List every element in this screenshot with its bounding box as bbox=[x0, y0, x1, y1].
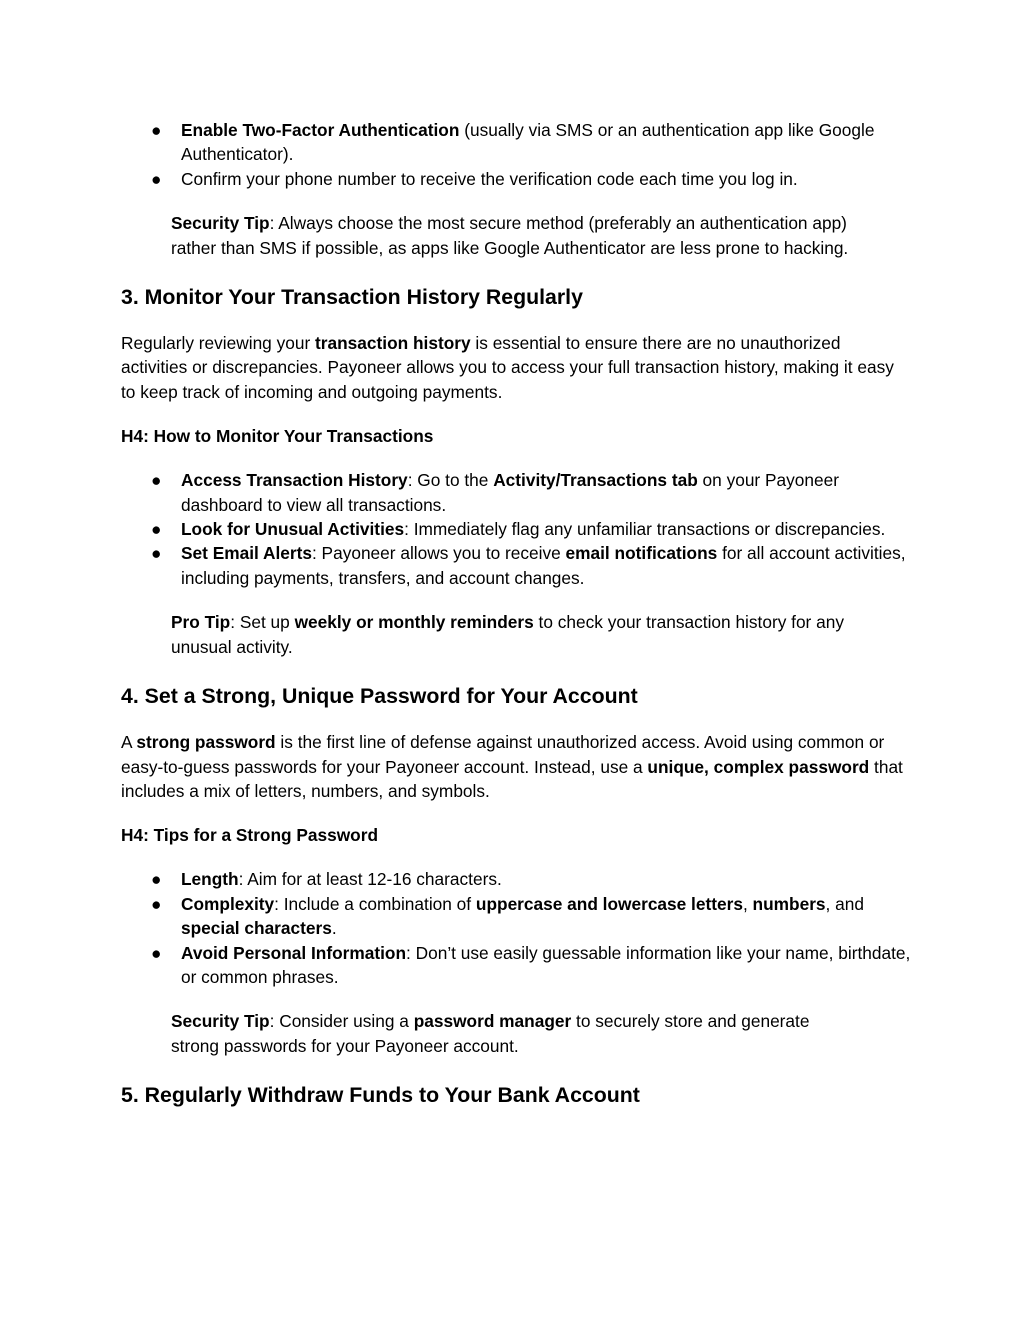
paragraph: A strong password is the first line of defense against unauthorized access. Avoid using common or easy-to-guess passwords for your Payoneer account. Instead, use a unique, complex password that includes a mix of letters, numbers, and symbols. bbox=[121, 732, 903, 801]
bullet-icon: ● bbox=[151, 120, 162, 140]
subheading: H4: Tips for a Strong Password bbox=[121, 825, 379, 846]
bullet-icon: ● bbox=[151, 893, 162, 914]
list-item: ● Complexity: Include a combination of uppercase and lowercase letters, numbers, and special characters. bbox=[151, 893, 864, 939]
bullet-icon: ● bbox=[151, 519, 162, 540]
bullet-icon: ● bbox=[151, 168, 162, 189]
security-tip: Security Tip: Always choose the most secure method (preferably an authentication app) rather than SMS if possible, as apps like Google Authenticator are less prone to hacking. bbox=[171, 213, 849, 258]
list-item: ● Look for Unusual Activities: Immediately flag any unfamiliar transactions or discrepancies. bbox=[121, 517, 911, 541]
monitor-list bbox=[121, 468, 911, 590]
bullet-icon: ● bbox=[151, 543, 162, 564]
two-factor-list bbox=[121, 118, 911, 191]
bullet-icon: ● bbox=[151, 942, 162, 963]
pro-tip: Pro Tip: Set up weekly or monthly reminders to check your transaction history for any unusual activity. bbox=[171, 612, 844, 657]
paragraph: Regularly reviewing your transaction history is essential to ensure there are no unauthorized activities or discrepancies. Payoneer allows you to access your full transaction history, making it easy to keep track of incoming and outgoing payments. bbox=[121, 333, 894, 402]
section-heading: 3. Monitor Your Transaction History Regularly bbox=[121, 285, 583, 310]
list-item: ● Length: Aim for at least 12-16 characters. bbox=[121, 867, 911, 891]
list-item: ● Enable Two-Factor Authentication (usually via SMS or an authentication app like Google Authenticator). bbox=[151, 120, 875, 165]
password-tips-list bbox=[121, 867, 911, 989]
bullet-icon: ● bbox=[151, 869, 162, 890]
section-heading: 4. Set a Strong, Unique Password for Your Account bbox=[121, 684, 638, 709]
security-tip: Security Tip: Consider using a password manager to securely store and generate strong passwords for your Payoneer account. bbox=[171, 1011, 810, 1056]
bullet-icon: ● bbox=[151, 470, 162, 491]
subheading: H4: How to Monitor Your Transactions bbox=[121, 426, 434, 447]
list-item: ● Avoid Personal Information: Don’t use easily guessable information like your name, birthdate, or common phrases. bbox=[151, 942, 911, 987]
section-heading: 5. Regularly Withdraw Funds to Your Bank Account bbox=[121, 1083, 640, 1108]
document-page bbox=[121, 118, 911, 1109]
list-item: ● Confirm your phone number to receive the verification code each time you log in. bbox=[121, 167, 911, 191]
list-item: ● Access Transaction History: Go to the Activity/Transactions tab on your Payoneer dashboard to view all transactions. bbox=[151, 470, 839, 515]
list-item: ● Set Email Alerts: Payoneer allows you to receive email notifications for all account activities, including payments, transfers, and account changes. bbox=[151, 543, 906, 588]
